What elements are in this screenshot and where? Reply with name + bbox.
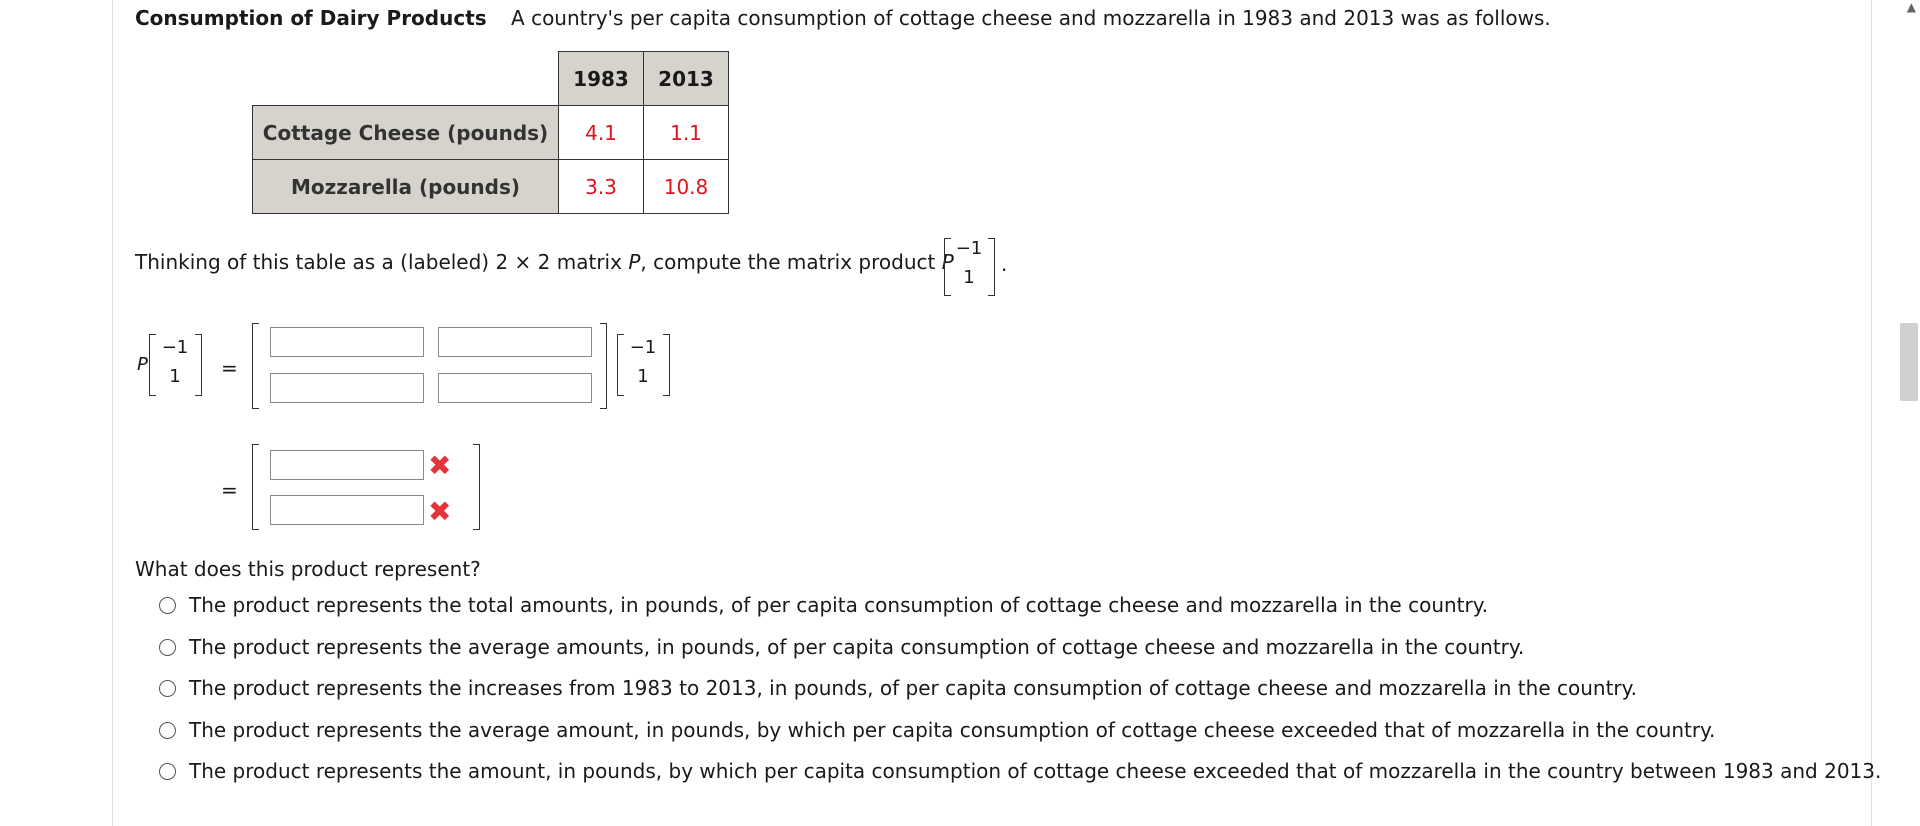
matrix-input-r2c1[interactable]: [270, 373, 424, 403]
vector-entry: −1: [955, 238, 983, 259]
table-cell: 10.8: [644, 160, 729, 214]
table-cell: 4.1: [559, 106, 644, 160]
scrollbar-thumb[interactable]: [1900, 323, 1918, 401]
option-label: The product represents the total amounts, in pounds, of per capita consumption of cottage cheese and mozzarella in the country.: [189, 593, 1489, 617]
radio-button[interactable]: [159, 639, 176, 656]
scrollbar[interactable]: [1898, 0, 1920, 826]
right-bracket: [988, 238, 995, 296]
option-label: The product represents the average amounts, in pounds, of per capita consumption of cottage cheese and mozzarella in the country.: [189, 634, 1525, 659]
row-header: Cottage Cheese (pounds): [253, 106, 559, 160]
left-bracket: [149, 334, 156, 396]
lhs-vector: [157, 337, 193, 387]
lhs-variable: P: [137, 354, 148, 375]
intro: [135, 6, 1551, 30]
question-vector: [952, 238, 986, 288]
vector-entry: 1: [169, 366, 181, 387]
result-input-row2[interactable]: [270, 495, 424, 525]
matrix-input-r1c1[interactable]: [270, 327, 424, 357]
rhs-vector: [625, 337, 661, 387]
question-middle: , compute the matrix product: [640, 250, 942, 274]
left-bracket: [944, 238, 951, 296]
question-prefix: Thinking of this table as a (labeled) 2 × 2 matrix: [135, 250, 629, 274]
equals-sign: =: [221, 356, 238, 380]
consumption-table: [252, 51, 729, 214]
radio-button[interactable]: [159, 680, 176, 697]
left-bracket: [252, 444, 259, 530]
matrix-input-r1c2[interactable]: [438, 327, 592, 357]
column-header: 1983: [559, 52, 644, 106]
vector-entry: 1: [963, 267, 975, 288]
equals-sign: =: [221, 478, 238, 502]
option-label: The product represents the average amount, in pounds, by which per capita consumption of cottage cheese exceeded that of mozzarella in the country.: [189, 717, 1716, 742]
matrix-input-r2c2[interactable]: [438, 373, 592, 403]
vector-entry: 1: [637, 366, 649, 387]
radio-button[interactable]: [159, 597, 176, 614]
right-bracket: [600, 323, 607, 409]
right-bracket: [663, 334, 670, 396]
option-label: The product represents the increases from 1983 to 2013, in pounds, of per capita consumption of cottage cheese and mozzarella in the country.: [189, 676, 1637, 700]
sub-question: What does this product represent?: [135, 557, 481, 581]
problem-title: Consumption of Dairy Products: [135, 6, 487, 30]
scroll-up-icon[interactable]: ▲: [1906, 0, 1916, 14]
vector-entry: −1: [629, 337, 657, 358]
incorrect-icon: ✖: [428, 495, 452, 528]
matrix-variable: P: [628, 250, 641, 274]
table-row: [253, 106, 729, 160]
table-row: [253, 160, 729, 214]
matrix-variable: P: [941, 250, 954, 274]
vector-entry: −1: [161, 337, 189, 358]
radio-button[interactable]: [159, 722, 176, 739]
incorrect-icon: ✖: [428, 449, 452, 482]
question-text: [135, 250, 954, 274]
table-corner: [253, 52, 559, 106]
right-bracket: [195, 334, 202, 396]
right-bracket: [473, 444, 480, 530]
result-input-row1[interactable]: [270, 450, 424, 480]
left-bracket: [617, 334, 624, 396]
row-header: Mozzarella (pounds): [253, 160, 559, 214]
table-cell: 1.1: [644, 106, 729, 160]
table-cell: 3.3: [559, 160, 644, 214]
problem-text: A country's per capita consumption of cottage cheese and mozzarella in 1983 and 2013 was as follows.: [511, 6, 1551, 30]
left-bracket: [252, 323, 259, 409]
radio-button[interactable]: [159, 763, 176, 780]
question-suffix: .: [1001, 252, 1008, 276]
column-header: 2013: [644, 52, 729, 106]
option-label: The product represents the amount, in pounds, by which per capita consumption of cottage cheese exceeded that of mozzarella in the country between 1983 and 2013.: [189, 759, 1882, 783]
